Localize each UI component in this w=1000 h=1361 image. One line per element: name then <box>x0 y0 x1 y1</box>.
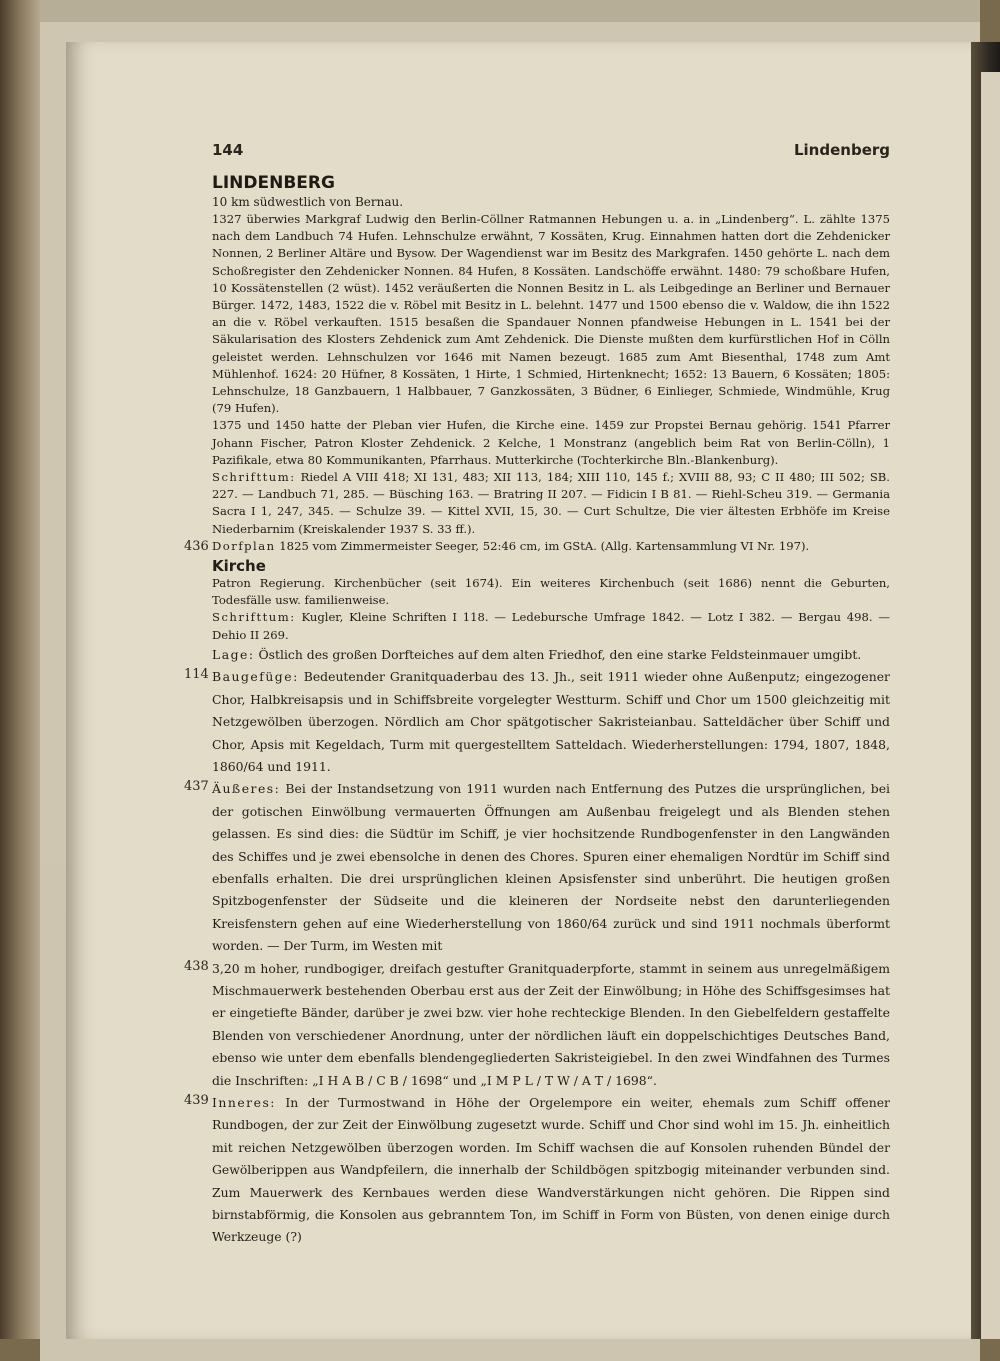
margin-number-437: 437 <box>184 779 209 795</box>
literature-label: Schrifttum: <box>212 470 296 485</box>
history-paragraph-2: 1375 und 1450 hatte der Pleban vier Hufen, die Kirche eine. 1459 zur Propstei Bernau gehörig. 1541 Pfarrer Johann Fischer, Patron Kloster Zehdenick. 2 Kelche, 1 Monstranz (angeblich beim Rat von Berlin-Cölln), 1 Pazifikale, etwa 80 Kommunikanten, Pfarrhaus. Mutterkirche (Tochterkirche Bln.-Blankenburg). <box>212 418 890 467</box>
dorfplan-paragraph <box>184 538 890 555</box>
facing-page-edge <box>971 42 1000 1339</box>
inneres-label: Inneres: <box>212 1095 276 1110</box>
dorfplan-text: 1825 vom Zimmermeister Seeger, 52:46 cm, im GStA. (Allg. Kartensammlung VI Nr. 197). <box>275 538 810 553</box>
baugefuege-label: Baugefüge: <box>212 669 299 685</box>
margin-number-438: 438 <box>184 958 209 974</box>
running-title: Lindenberg <box>793 141 890 159</box>
entry-location: 10 km südwestlich von Bernau. <box>212 195 404 209</box>
aeusseres-label: Äußeres: <box>212 781 281 797</box>
kirche-literature-text: Kugler, Kleine Schriften I 118. — Ledebursche Umfrage 1842. — Lotz I 382. — Bergau 498. — Dehio II 269. <box>212 610 890 642</box>
page-header <box>212 141 890 163</box>
baugefuege-paragraph <box>184 666 890 778</box>
literature-paragraph <box>212 469 890 538</box>
aeusseres-paragraph <box>184 778 890 957</box>
page-body <box>184 173 890 1249</box>
lage-text: Östlich des großen Dorfteiches auf dem alten Friedhof, den eine starke Feldsteinmauer umgibt. <box>254 646 862 662</box>
patron-paragraph: Patron Regierung. Kirchenbücher (seit 1674). Ein weiteres Kirchenbuch (seit 1686) nennt die Geburten, Todesfälle usw. familienweise. <box>212 576 890 608</box>
margin-number-439: 439 <box>184 1093 209 1108</box>
kirche-literature-paragraph <box>212 609 890 643</box>
inneres-paragraph <box>184 1092 890 1249</box>
lage-paragraph <box>212 644 890 666</box>
aeusseres-text: Bei der Instandsetzung von 1911 wurden nach Entfernung des Putzes die ursprünglichen, bei der gotischen Einwölbung vermauerten Öffnungen am Außenbau freigelegt und als Blenden stehen gelassen. Es sind dies: die Südtür im Schiff, je vier hochsitzende Rundbogenfenster in den Langwänden des Schiffes und je zwei ebensolche in denen des Chores. Spuren einer ehemaligen Nordtür im Schiff sind ebenfalls erhalten. Die drei ursprünglichen kleinen Apsisfenster sind unberührt. Die heutigen großen Spitzbogenfenster der Südseite und die kleineren der Nordseite nebst den darunterliegenden Kreisfenstern gehen auf eine Wiederherstellung von 1860/64 zurück und sind 1911 nochmals überformt worden. — Der Turm, im Westen mit <box>212 781 890 954</box>
history-paragraph-1: 1327 überwies Markgraf Ludwig den Berlin-Cöllner Ratmannen Hebungen u. a. in „Lindenberg“. L. zählte 1375 nach dem Landbuch 74 Hufen. Lehnschulze erwähnt, 7 Kossäten, Krug. Einnahmen hatten dort die Zehdenicker Nonnen, 2 Berliner Altäre und Bysow. Der Wagendienst war im Besitz des Markgrafen. 1450 gehörte L. nach dem Schoßregister den Zehdenicker Nonnen. 84 Hufen, 8 Kossäten. Landschöffe erwähnt. 1480: 79 schoßbare Hufen, 10 Kossätenstellen (2 wüst). 1452 veräußerten die Nonnen Besitz in L. als Leibgedinge an Berliner und Bernauer Bürger. 1472, 1483, 1522 die v. Röbel mit Besitz in L. belehnt. 1477 und 1500 ebenso die v. Waldow, die ihn 1522 an die v. Röbel verkauften. 1515 besaßen die Spandauer Nonnen pfandweise Hebungen in L. 1541 bei der Säkularisation des Klosters Zehdenick zum Amt Zehdenick. Die Dienste mußten dem kurfürstlichen Hof in Cölln geleistet werden. Lehnschulzen vor 1646 mit Namen bezeugt. 1685 zum Amt Biesenthal, 1748 zum Amt Mühlenhof. 1624: 20 Hüfner, 8 Kossäten, 1 Hirte, 1 Schmied, Hirtenknecht; 1652: 13 Bauern, 6 Kossäten; 1805: Lehnschulze, 18 Ganzbauern, 1 Halbbauer, 7 Ganzkossäten, 3 Büdner, 6 Einlieger, Schmiede, Windmühle, Krug (79 Hufen). <box>212 212 890 416</box>
lage-label: Lage: <box>212 646 255 662</box>
turm-paragraph <box>184 958 890 1092</box>
entry-title: LINDENBERG <box>212 173 335 193</box>
facing-page-sliver <box>981 72 1000 1339</box>
turm-text: 3,20 m hoher, rundbogiger, dreifach gestufter Granitquaderpforte, stammt in seinem aus unregelmäßigem Mischmauerwerk bestehenden Oberbau erst aus der Zeit der Einwölbung; in Höhe des Schiffsgesimses hat er eingetiefte Bänder, darüber je zwei bzw. vier hohe rechteckige Blenden. In den Giebelfeldern gestaffelte Blenden von verschiedener Anordnung, unter der nördlichen läuft ein doppelschichtiges Deutsches Band, ebenso wie unter dem ebenfalls blendengegliederten Sakristeigiebel. In den zwei Windfahnen des Turmes die Inschriften: „I H A B / C B / 1698“ und „I M P L / T W / A T / 1698“. <box>212 960 890 1088</box>
kirche-heading: Kirche <box>212 557 266 576</box>
dorfplan-label: Dorfplan <box>212 538 276 553</box>
kirche-literature-label: Schrifttum: <box>212 610 296 625</box>
baugefuege-text: Bedeutender Granitquaderbau des 13. Jh., seit 1911 wieder ohne Außenputz; eingezogener Chor, Halbkreisapsis und in Schiffsbreite vorgelegter Westturm. Schiff und Chor um 1500 gleichzeitig mit Netzgewölben überzogen. Nördlich am Chor spätgotischer Sakristeianbau. Satteldächer über Schiff und Chor, Apsis mit Kegeldach, Turm mit quergestelltem Satteldach. Wiederherstellungen: 1794, 1807, 1848, 1860/64 und 1911. <box>212 669 890 774</box>
margin-number-114: 114 <box>184 667 209 683</box>
margin-number-436: 436 <box>184 538 209 554</box>
literature-text: Riedel A VIII 418; XI 131, 483; XII 113, 184; XIII 110, 145 f.; XVIII 88, 93; C II 480; III 502; SB. 227. — Landbuch 71, 285. — Büsching 163. — Bratring II 207. — Fidicin I B 81. — Riehl-Scheu 319. — Germania Sacra I 1, 247, 345. — Schulze 39. — Kittel XVII, 15, 30. — Curt Schultze, Die vier ältesten Erbhöfe im Kreise Niederbarnim (Kreiskalender 1937 S. 33 ff.). <box>212 470 890 536</box>
inneres-text: In der Turmostwand in Höhe der Orgelempore ein weiter, ehemals zum Schiff offener Rundbogen, der zur Zeit der Einwölbung zugesetzt wurde. Schiff und Chor sind wohl im 15. Jh. einheitlich mit reichen Netzgewölben überzogen worden. Im Schiff wachsen die auf Konsolen ruhenden Bündel der Gewölberippen aus Wandpfeilern, die innerhalb der Schildbögen spitzbogig miteinander verbunden sind. Zum Mauerwerk des Kernbaues werden diese Wandverstärkungen nicht gehören. Die Rippen sind birnstabförmig, die Konsolen aus gebranntem Ton, im Schiff in Form von Büsten, von denen einige durch Werkzeuge (?) <box>212 1095 890 1245</box>
page-number: 144 <box>212 141 244 159</box>
